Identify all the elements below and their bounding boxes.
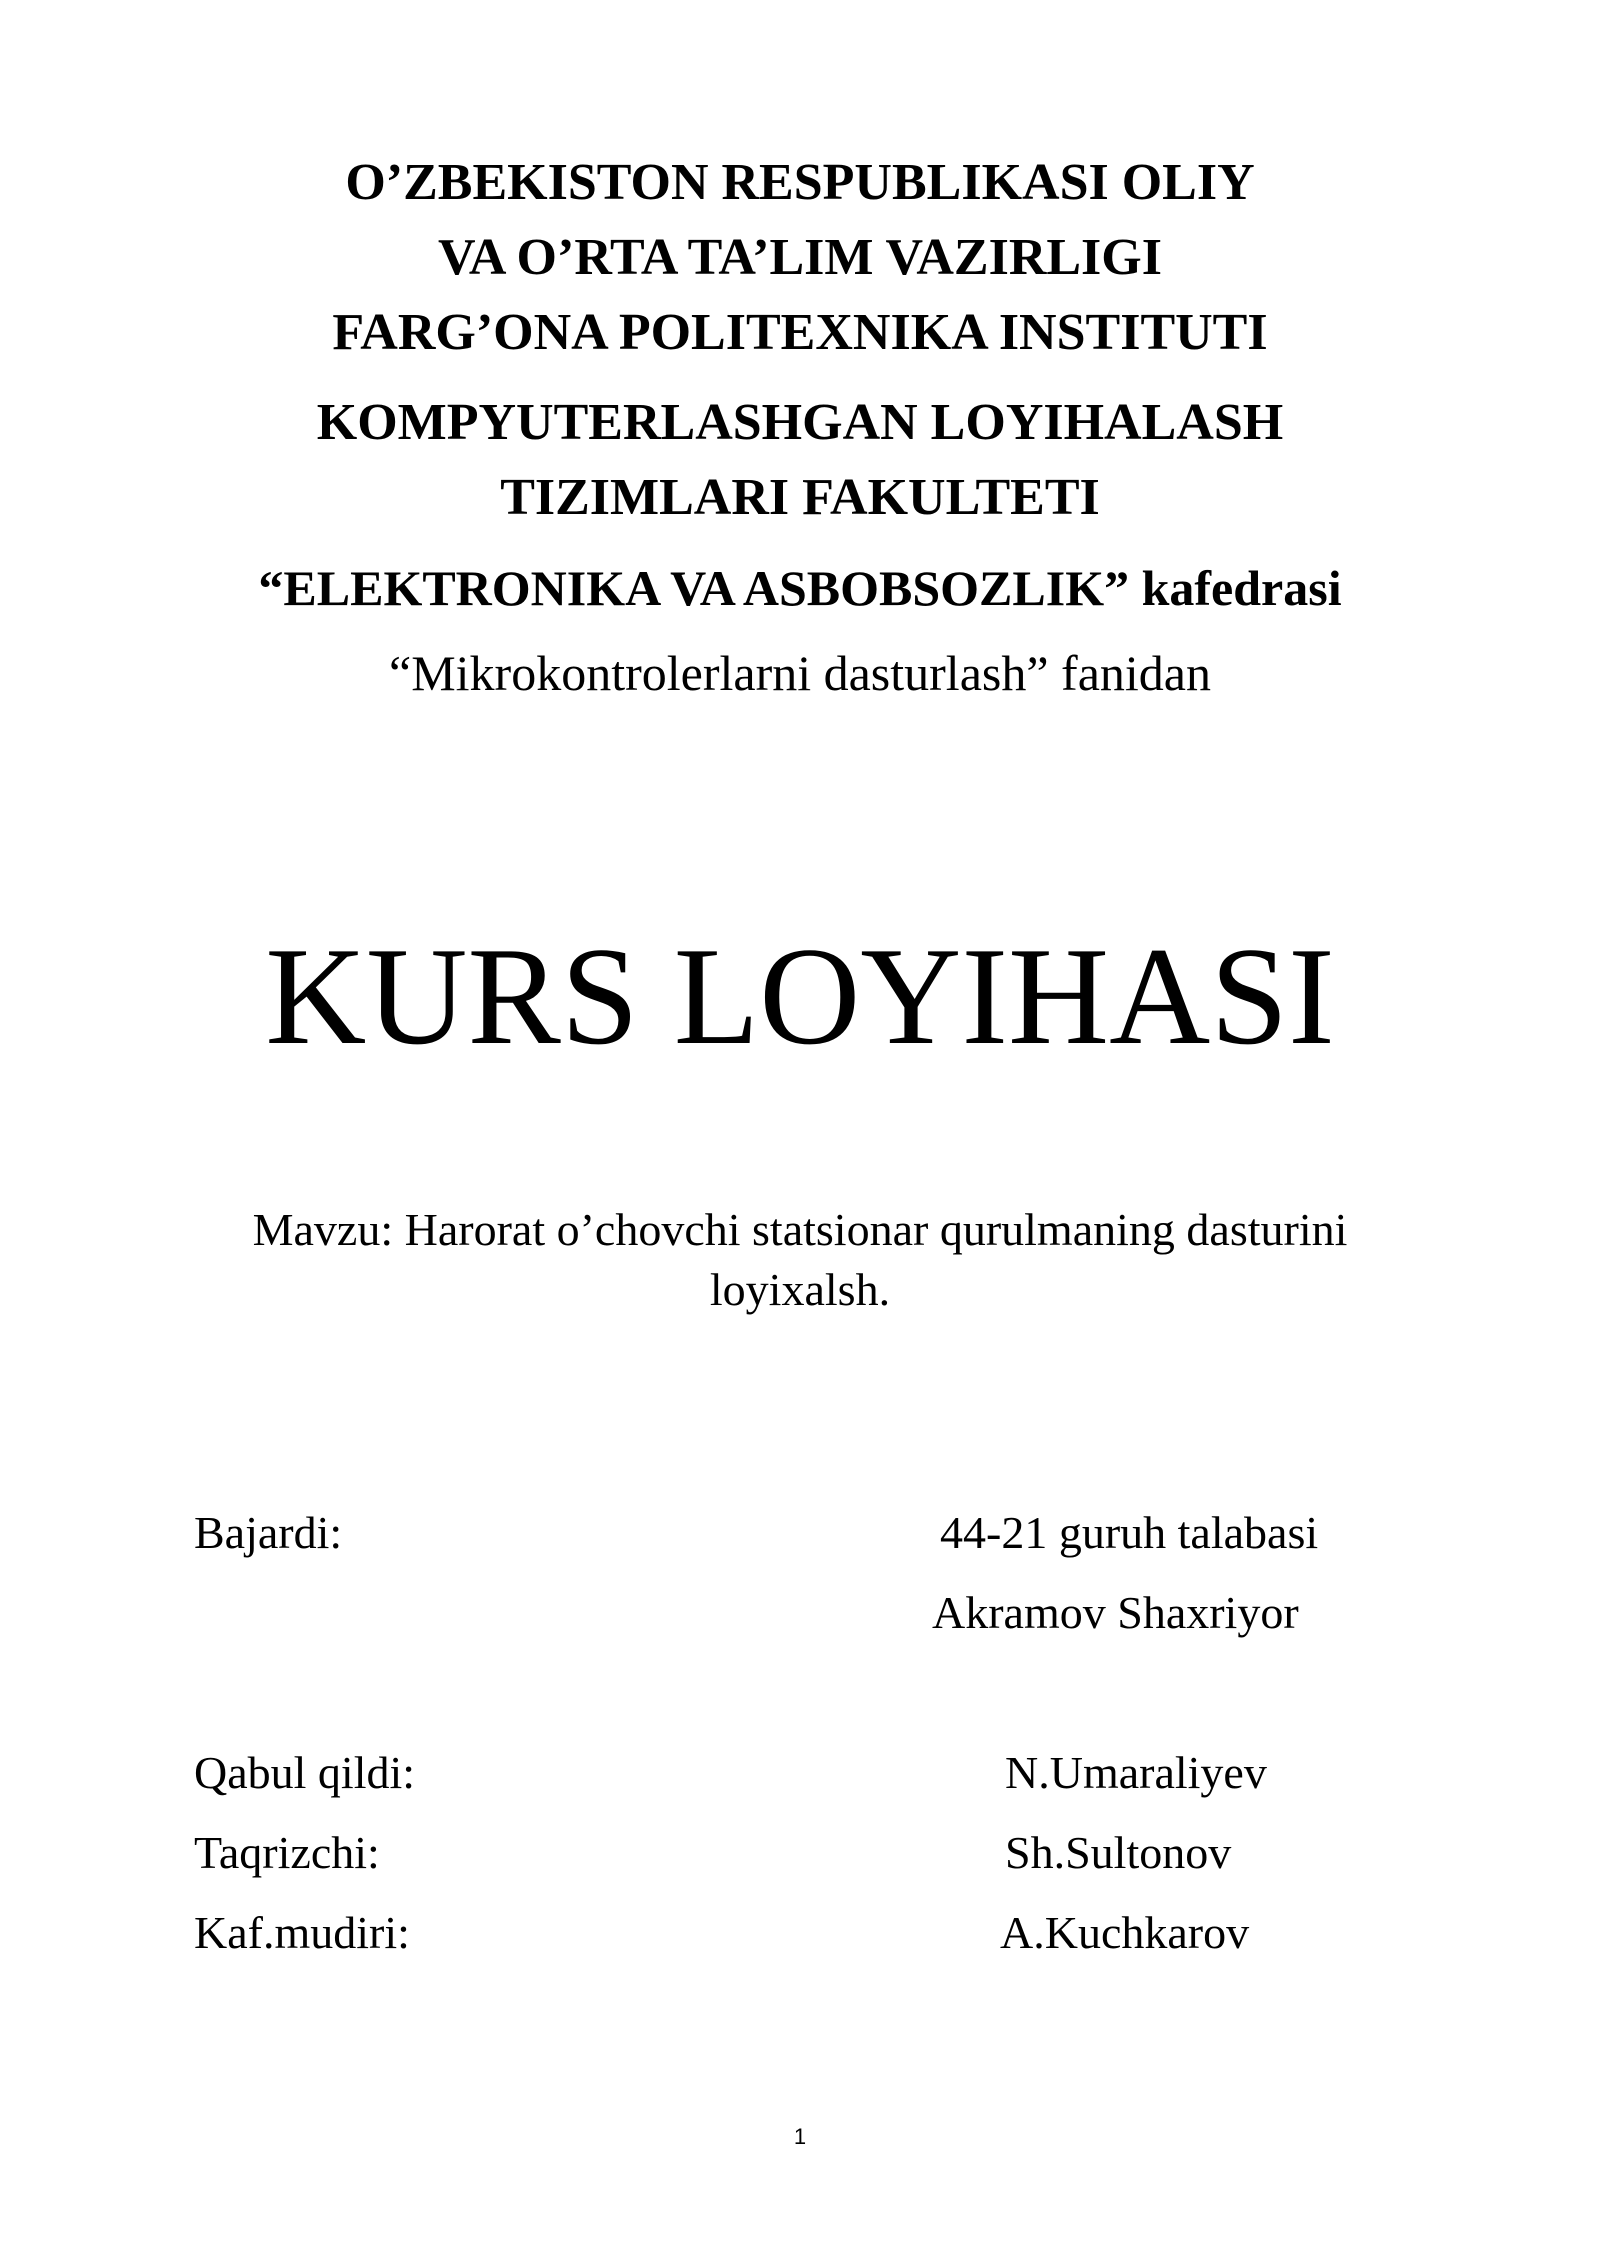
ministry-line-1: O’ZBEKISTON RESPUBLIKASI OLIY (345, 154, 1255, 211)
performed-label: Bajardi: (194, 1507, 343, 1558)
topic-line-2: loyixalsh. (709, 1264, 891, 1315)
accepted-name: N.Umaraliyev (1005, 1747, 1267, 1798)
accepted-label: Qabul qildi: (194, 1747, 416, 1798)
head-label: Kaf.mudiri: (194, 1907, 410, 1958)
topic-line-1: Mavzu: Harorat o’chovchi statsionar qurulmaning dasturini (252, 1204, 1348, 1255)
head-name: A.Kuchkarov (1000, 1907, 1250, 1958)
performed-group: 44-21 guruh talabasi (940, 1507, 1319, 1558)
institute-name: FARG’ONA POLITEXNIKA INSTITUTI (332, 304, 1268, 361)
subject-name: “Mikrokontrolerlarni dasturlash” fanidan (389, 645, 1211, 701)
ministry-line-2: VA O’RTA TA’LIM VAZIRLIGI (438, 229, 1162, 286)
department-name: “ELEKTRONIKA VA ASBOBSOZLIK” kafedrasi (258, 560, 1342, 616)
document-title: KURS LOYIHASI (265, 919, 1335, 1074)
reviewer-label: Taqrizchi: (194, 1827, 380, 1878)
page-number: 1 (793, 2124, 807, 2149)
faculty-line-2: TIZIMLARI FAKULTETI (500, 469, 1100, 526)
faculty-line-1: KOMPYUTERLASHGAN LOYIHALASH (316, 394, 1284, 451)
performed-name: Akramov Shaxriyor (932, 1587, 1299, 1638)
reviewer-name: Sh.Sultonov (1005, 1827, 1232, 1878)
